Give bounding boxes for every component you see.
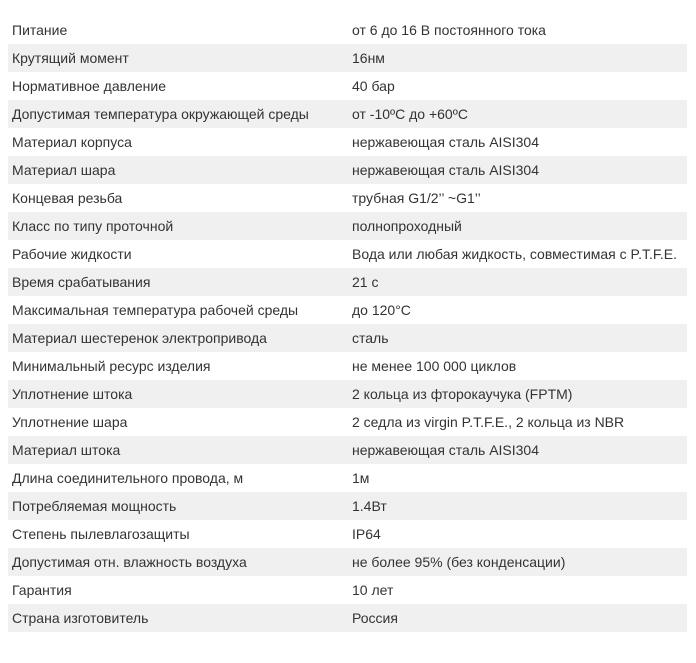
spec-value: трубная G1/2’’ ~G1’’ (348, 184, 687, 212)
spec-label: Материал штока (8, 436, 348, 464)
spec-value: 10 лет (348, 576, 687, 604)
spec-label: Крутящий момент (8, 44, 348, 72)
spec-row-ball-material (8, 156, 687, 184)
spec-label: Уплотнение шара (8, 408, 348, 436)
spec-value: не более 95% (без конденсации) (348, 548, 687, 576)
spec-row-body-material (8, 128, 687, 156)
spec-row-ball-seal (8, 408, 687, 436)
spec-row-stem-seal (8, 380, 687, 408)
spec-value: 21 с (348, 268, 687, 296)
spec-row-cable-length (8, 464, 687, 492)
spec-label: Максимальная температура рабочей среды (8, 296, 348, 324)
spec-row-warranty (8, 576, 687, 604)
spec-row-power (8, 16, 687, 44)
spec-row-working-fluids (8, 240, 687, 268)
spec-value: от 6 до 16 В постоянного тока (348, 16, 687, 44)
specifications-table (8, 16, 687, 632)
spec-value: до 120°С (348, 296, 687, 324)
spec-label: Гарантия (8, 576, 348, 604)
spec-label: Время срабатывания (8, 268, 348, 296)
spec-label: Допустимая отн. влажность воздуха (8, 548, 348, 576)
spec-label: Длина соединительного провода, м (8, 464, 348, 492)
spec-value: 1м (348, 464, 687, 492)
spec-label: Нормативное давление (8, 72, 348, 100)
spec-value: от -10ºС до +60ºС (348, 100, 687, 128)
spec-label: Материал корпуса (8, 128, 348, 156)
spec-row-flow-class (8, 212, 687, 240)
spec-row-response-time (8, 268, 687, 296)
spec-row-humidity (8, 548, 687, 576)
spec-row-max-medium-temperature (8, 296, 687, 324)
spec-value: 2 седла из virgin P.T.F.E., 2 кольца из NBR (348, 408, 687, 436)
spec-value: полнопроходный (348, 212, 687, 240)
spec-label: Класс по типу проточной (8, 212, 348, 240)
spec-row-power-consumption (8, 492, 687, 520)
spec-row-end-thread (8, 184, 687, 212)
spec-value: нержавеющая сталь AISI304 (348, 156, 687, 184)
spec-row-gear-material (8, 324, 687, 352)
spec-row-pressure (8, 72, 687, 100)
spec-row-country (8, 604, 687, 632)
spec-label: Допустимая температура окружающей среды (8, 100, 348, 128)
spec-value: IP64 (348, 520, 687, 548)
spec-value: не менее 100 000 циклов (348, 352, 687, 380)
spec-label: Рабочие жидкости (8, 240, 348, 268)
spec-label: Концевая резьба (8, 184, 348, 212)
spec-label: Материал шестеренок электропривода (8, 324, 348, 352)
spec-value: 1.4Вт (348, 492, 687, 520)
spec-value: Вода или любая жидкость, совместимая с P.T.F.E. (348, 240, 687, 268)
spec-label: Минимальный ресурс изделия (8, 352, 348, 380)
spec-value: нержавеющая сталь AISI304 (348, 436, 687, 464)
spec-row-ambient-temperature (8, 100, 687, 128)
spec-value: 40 бар (348, 72, 687, 100)
specifications-table-body (8, 16, 687, 632)
spec-row-torque (8, 44, 687, 72)
spec-value: нержавеющая сталь AISI304 (348, 128, 687, 156)
spec-row-stem-material (8, 436, 687, 464)
spec-label: Страна изготовитель (8, 604, 348, 632)
spec-label: Материал шара (8, 156, 348, 184)
spec-row-ingress-protection (8, 520, 687, 548)
spec-value: Россия (348, 604, 687, 632)
spec-row-min-lifetime (8, 352, 687, 380)
spec-value: 16нм (348, 44, 687, 72)
spec-value: 2 кольца из фторокаучука (FPTM) (348, 380, 687, 408)
spec-value: сталь (348, 324, 687, 352)
spec-label: Питание (8, 16, 348, 44)
spec-label: Степень пылевлагозащиты (8, 520, 348, 548)
spec-label: Потребляемая мощность (8, 492, 348, 520)
spec-label: Уплотнение штока (8, 380, 348, 408)
